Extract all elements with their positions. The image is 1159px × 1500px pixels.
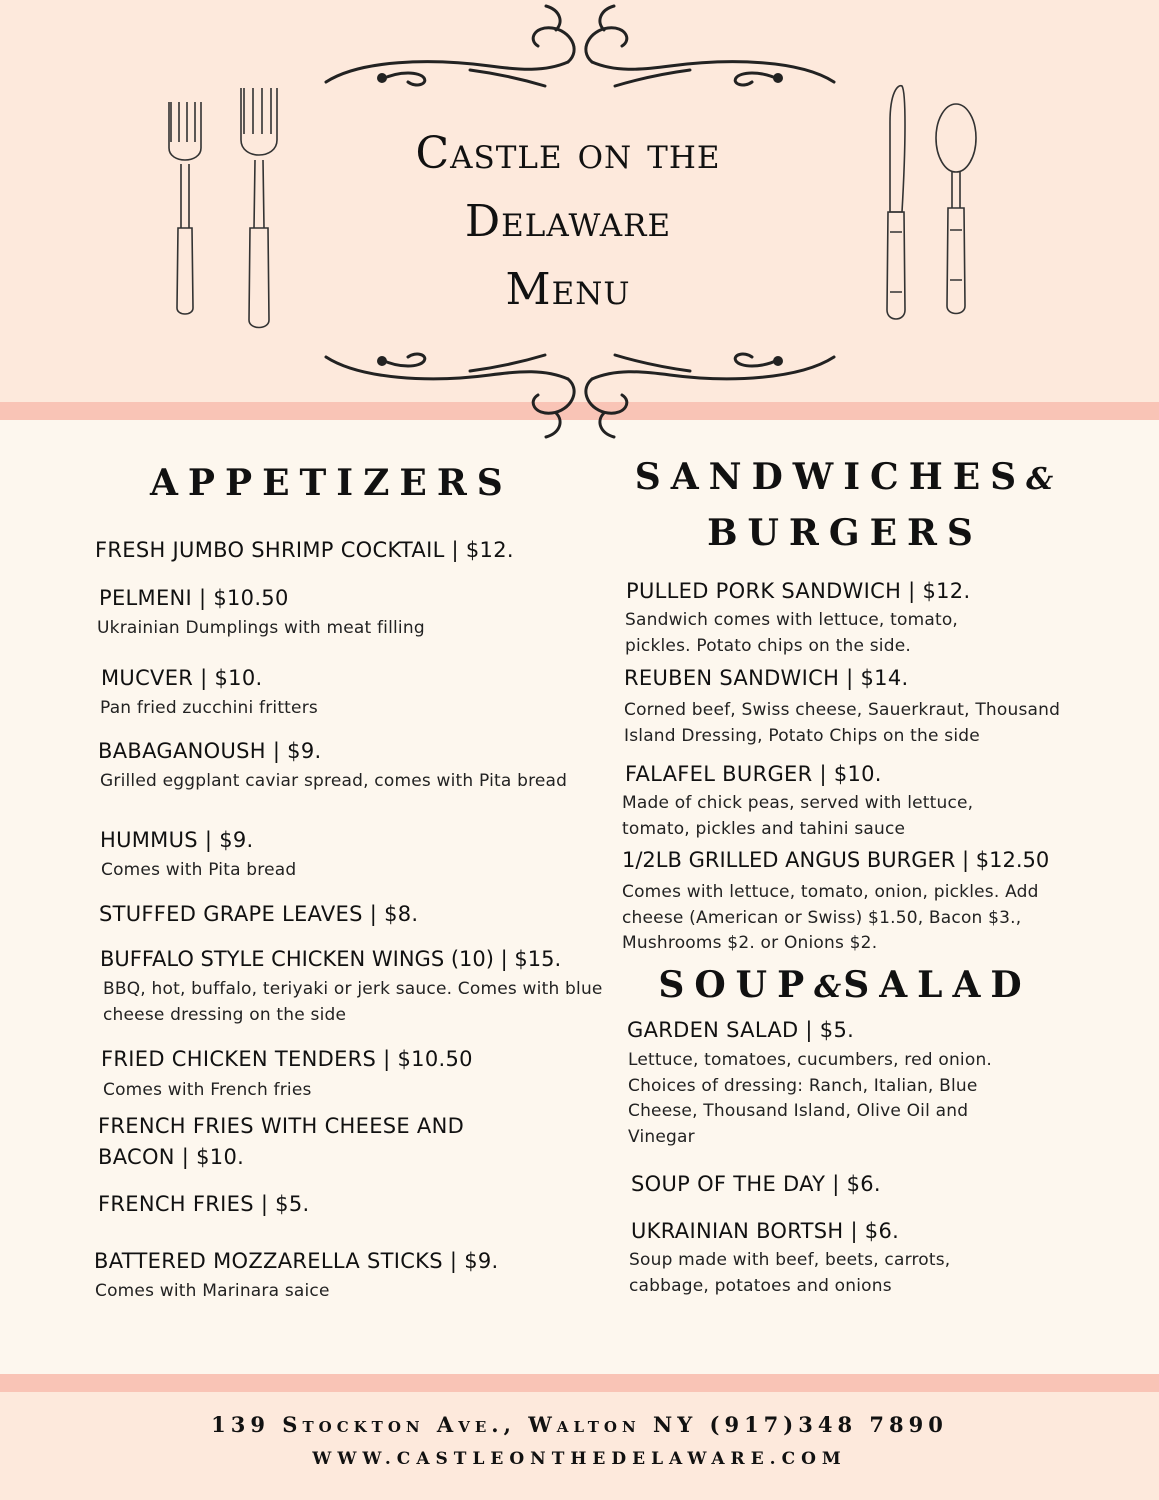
ampersand: &	[1026, 462, 1056, 497]
menu-item-name: BUFFALO STYLE CHICKEN WINGS (10) | $15.	[100, 947, 562, 971]
footer-website-link[interactable]: WWW.CASTLEONTHEDELAWARE.COM	[312, 1449, 847, 1469]
menu-item-description: Comes with French fries	[103, 1080, 312, 1100]
soup-salad-heading	[640, 964, 1050, 1006]
sandwiches-heading	[630, 456, 1060, 498]
footer-background	[0, 1392, 1159, 1500]
menu-item-name: PELMENI | $10.50	[99, 586, 289, 610]
fork-icon	[165, 98, 205, 320]
menu-item-name: FRENCH FRIES | $5.	[98, 1192, 310, 1216]
appetizers-heading: APPETIZERS	[150, 462, 513, 504]
menu-item-description: Comes with Marinara saice	[95, 1281, 330, 1301]
menu-item-description: Sandwich comes with lettuce, tomato, pickles. Potato chips on the side.	[625, 610, 959, 656]
menu-item-name: PULLED PORK SANDWICH | $12.	[626, 579, 971, 603]
menu-item-description: Made of chick peas, served with lettuce, tomato, pickles and tahini sauce	[622, 793, 974, 839]
menu-item-name: STUFFED GRAPE LEAVES | $8.	[99, 902, 419, 926]
menu-item-name: FRIED CHICKEN TENDERS | $10.50	[101, 1047, 473, 1071]
ampersand: &	[814, 970, 844, 1005]
menu-item-name: BATTERED MOZZARELLA STICKS | $9.	[94, 1249, 499, 1273]
fork-icon	[236, 84, 282, 334]
menu-item-name: HUMMUS | $9.	[100, 828, 254, 852]
footer-stripe	[0, 1374, 1159, 1392]
menu-item-name: FRENCH FRIES WITH CHEESE AND BACON | $10.	[98, 1114, 465, 1169]
menu-item-description: Pan fried zucchini fritters	[100, 698, 318, 718]
menu-item-name: BABAGANOUSH | $9.	[98, 739, 322, 763]
menu-title-line-2: Delaware	[464, 196, 672, 247]
menu-item-name: FALAFEL BURGER | $10.	[625, 762, 882, 786]
menu-title-line-3: Menu	[505, 264, 631, 315]
flourish-ornament-top	[320, 0, 840, 100]
menu-item-description: Corned beef, Swiss cheese, Sauerkraut, Thousand Island Dressing, Potato Chips on the side	[624, 700, 1061, 746]
menu-item-name: FRESH JUMBO SHRIMP COCKTAIL | $12.	[95, 538, 514, 562]
menu-item-name: UKRAINIAN BORTSH | $6.	[631, 1219, 900, 1243]
menu-item-description: BBQ, hot, buffalo, teriyaki or jerk sauce. Comes with blue cheese dressing on the side	[103, 979, 603, 1025]
menu-item-name: 1/2LB GRILLED ANGUS BURGER | $12.50	[622, 848, 1050, 872]
flourish-ornament-bottom	[320, 345, 840, 445]
menu-item-description: Grilled eggplant caviar spread, comes with Pita bread	[100, 771, 568, 791]
menu-item-name: MUCVER | $10.	[101, 666, 263, 690]
knife-icon	[876, 82, 916, 324]
burgers-heading: BURGERS	[707, 512, 983, 554]
sandwiches-heading-text: SANDWICHES	[634, 456, 1027, 498]
menu-item-description: Soup made with beef, beets, carrots, cabbage, potatoes and onions	[629, 1250, 951, 1296]
soup-heading-text: SOUP	[658, 964, 815, 1006]
menu-item-description: Ukrainian Dumplings with meat filling	[97, 618, 425, 638]
menu-item-name: REUBEN SANDWICH | $14.	[624, 666, 909, 690]
menu-item-name: GARDEN SALAD | $5.	[627, 1018, 855, 1042]
menu-item-name: SOUP OF THE DAY | $6.	[631, 1172, 881, 1196]
salad-heading-text: SALAD	[843, 964, 1032, 1006]
menu-item-description: Lettuce, tomatoes, cucumbers, red onion. Choices of dressing: Ranch, Italian, Blue Cheese, Thousand Island, Olive Oil and Vinegar	[628, 1050, 993, 1147]
menu-item-description: Comes with Pita bread	[101, 860, 297, 880]
menu-item-description: Comes with lettuce, tomato, onion, pickles. Add cheese (American or Swiss) $1.50, Bacon $3., Mushrooms $2. or Onions $2.	[622, 882, 1039, 953]
footer-address: 139 Stockton Ave., Walton NY (917)348 7890	[211, 1412, 948, 1437]
menu-title-line-1: Castle on the	[415, 128, 721, 179]
spoon-icon	[932, 100, 980, 320]
